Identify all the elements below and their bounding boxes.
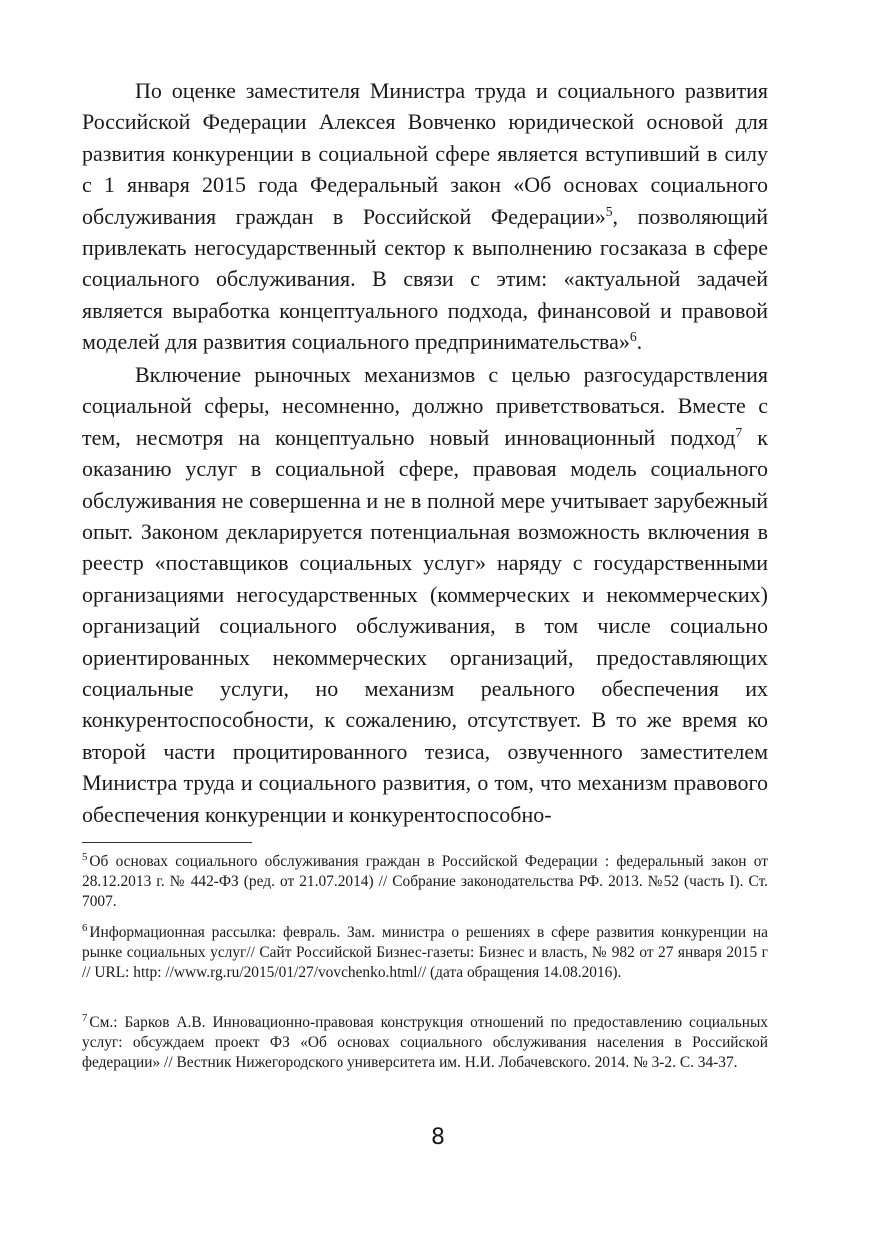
page-number: 8 <box>431 1125 445 1150</box>
footnote-5 <box>82 852 768 913</box>
paragraph-text-segment: к оказанию услуг в социальной сфере, правовая модель социального обслуживания не совершенна и не в полной мере учитывает зарубежный опыт. Законом декларируется потенциальная возможность включения в реестр «поставщиков социальных услуг» наряду с государственными организациями негосударственных (коммерческих и некоммерческих) организаций социального обслуживания, в том числе социально ориентированных некоммерческих организаций, предоставляющих социальные услуги, но механизм реального обеспечения их конкурентоспособности, к сожалению, отсутствует. В то же время ко второй части процитированного тезиса, озвученного заместителем Министра труда и социального развития, о том, что механизм правового обеспечения конкуренции и конкурентоспособно- <box>82 424 768 827</box>
footnote-text <box>82 923 768 984</box>
footnote-divider <box>82 842 252 843</box>
paragraph-text-segment: Включение рыночных механизмов с целью разгосударствления социальной сферы, несомненно, должно приветствоваться. Вместе с тем, несмотря на концептуально новый инновационный подход <box>82 362 768 450</box>
body-paragraph-2 <box>82 359 768 830</box>
footnote-ref-7[interactable]: 7 <box>735 424 743 440</box>
footnote-body: Об основах социального обслуживания граждан в Российской Федерации : федеральный закон от 28.12.2013 г. № 442-ФЗ (ред. от 21.07.2014) // Собрание законодательства РФ. 2013. №52 (часть I). Ст. 7007. <box>82 853 768 911</box>
footnote-body: Информационная рассылка: февраль. Зам. министра о решениях в сфере развития конкуренции на рынке социальных услуг// Сайт Российской Бизнес-газеты: Бизнес и власть, № 982 от 27 января 2015 г // URL: http: //www.rg.ru/2015/01/27/vovchenko.html// (дата обращения 14.08.2016). <box>82 924 768 982</box>
footnote-number: 6 <box>82 922 88 935</box>
paragraph-text-segment: По оценке заместителя Министра труда и социального развития Российской Федерации Алексея Вовченко юридической основой для развития конкуренции в социальной сфере является вступивший в силу с 1 января 2015 года Федеральный закон «Об основах социального обслуживания граждан в Российской Федерации» <box>82 78 768 229</box>
footnote-text <box>82 852 768 913</box>
footnote-text <box>82 1013 768 1074</box>
footnote-ref-6[interactable]: 6 <box>629 329 637 345</box>
body-paragraph-1 <box>82 75 768 358</box>
footnote-6 <box>82 923 768 984</box>
footnote-7 <box>82 1013 768 1074</box>
paragraph-text-segment: , позволяющий привлекать негосударственный сектор к выполнению госзаказа в сфере социального обслуживания. В связи с этим: «актуальной задачей является выработка концептуального подхода, финансовой и правовой моделей для развития социального предпринимательства» <box>82 203 768 355</box>
footnote-number: 7 <box>82 1012 88 1025</box>
paragraph-text-segment: . <box>636 329 643 355</box>
footnote-ref-5[interactable]: 5 <box>605 203 613 219</box>
paragraph-text <box>82 359 768 830</box>
footnote-number: 5 <box>82 851 88 864</box>
footnote-body: См.: Барков А.В. Инновационно-правовая конструкция отношений по предоставлению социальных услуг: обсуждаем проект ФЗ «Об основах социального обслуживания населения в Российской федерации» // Вестник Нижегородского университета им. Н.И. Лобачевского. 2014. № 3-2. С. 34-37. <box>82 1014 768 1072</box>
paragraph-text <box>82 75 768 358</box>
